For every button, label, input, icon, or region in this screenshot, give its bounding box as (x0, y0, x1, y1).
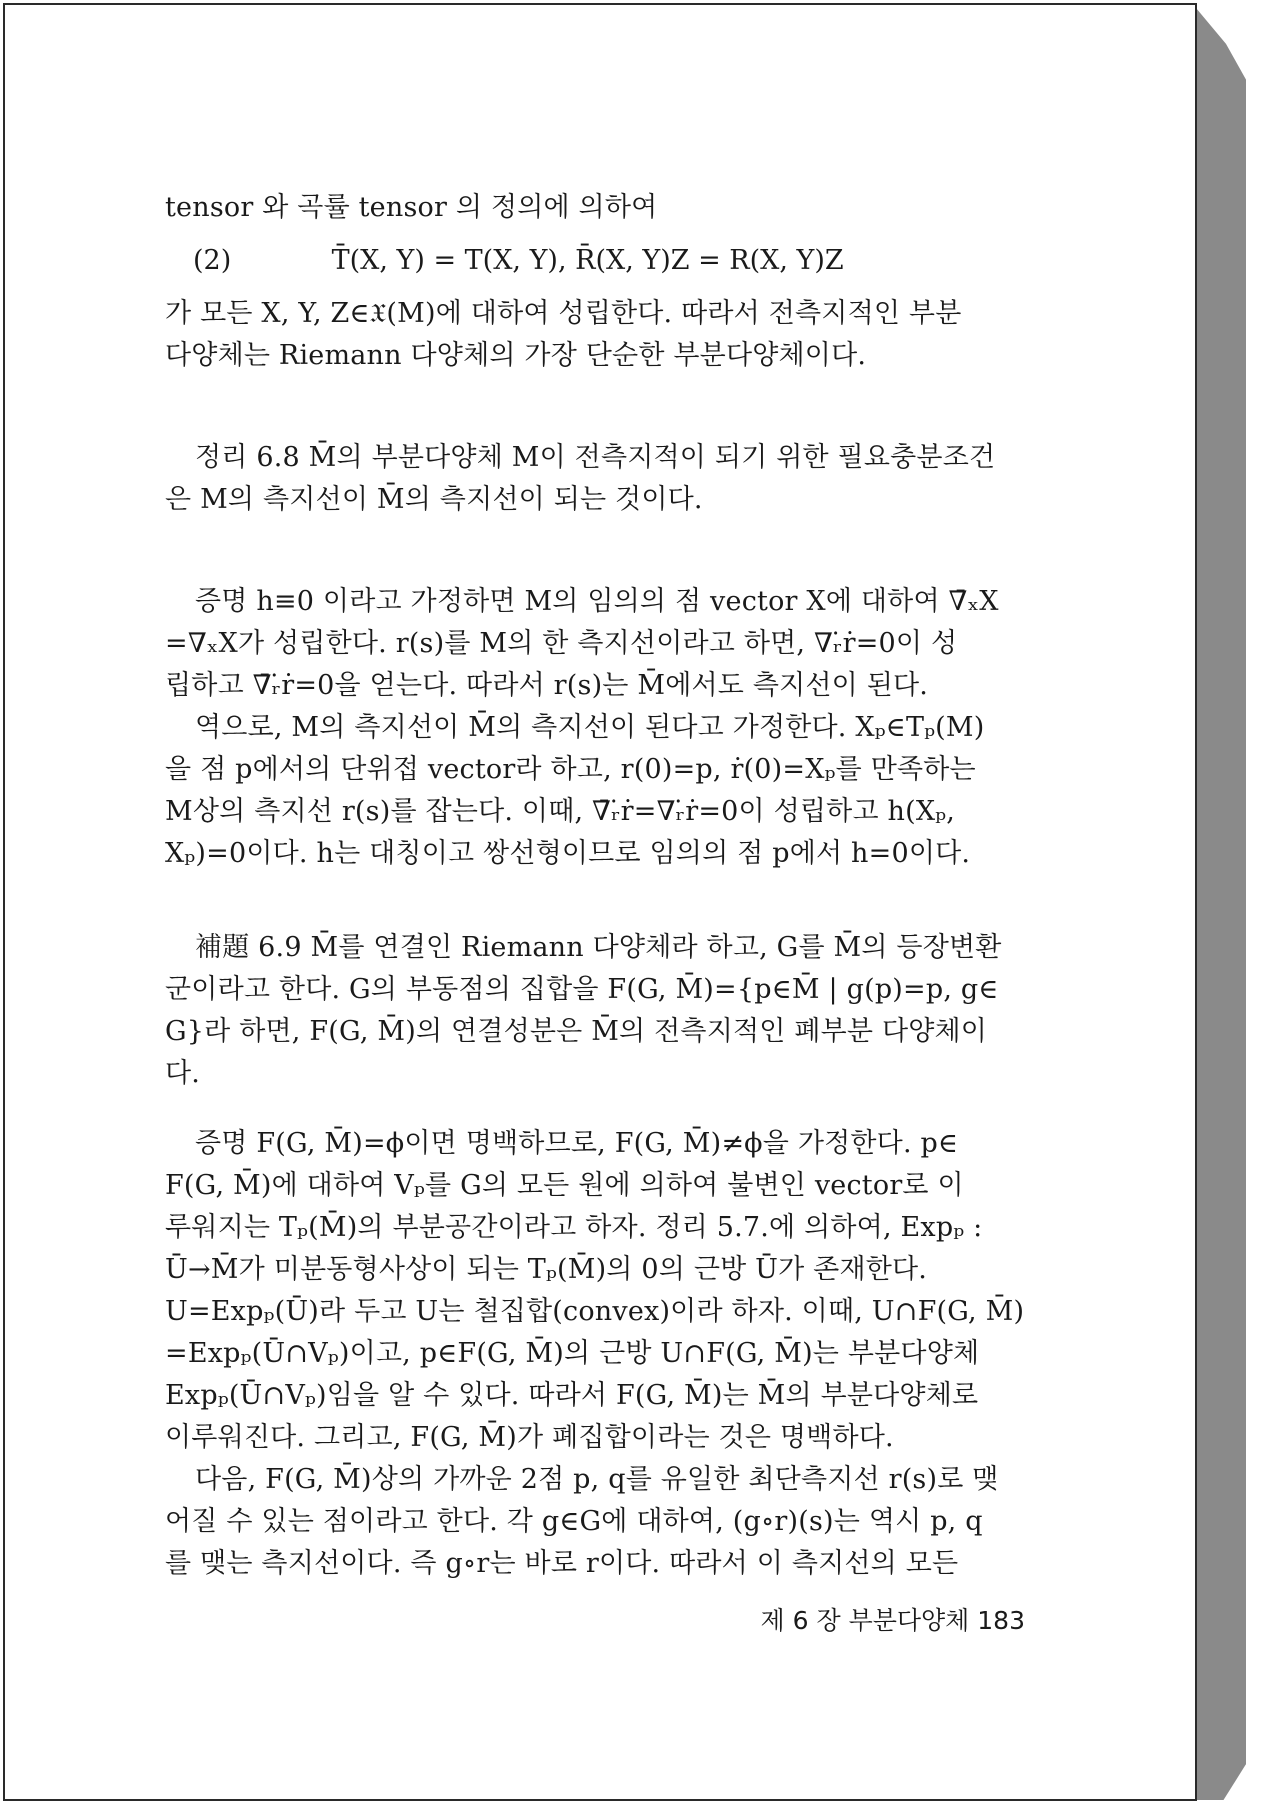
text-line: 증명 F(G, M̄)=ϕ이면 명백하므로, F(G, M̄)≠ϕ을 가정한다. p∈ (195, 1128, 959, 1159)
text-line: 군이라고 한다. G의 부동점의 집합을 F(G, M̄)={p∈M̄ | g(p)=p, g∈ (165, 974, 999, 1005)
text-line: 어질 수 있는 점이라고 한다. 각 g∈G에 대하여, (g∘r)(s)는 역시 p, q (165, 1506, 983, 1537)
text-line: Xₚ)=0이다. h는 대칭이고 쌍선형이므로 임의의 점 p에서 h=0이다. (165, 838, 971, 869)
page-body (165, 187, 1035, 1585)
equation-2 (165, 241, 1035, 281)
text-line: =Expₚ(Ū∩Vₚ)이고, p∈F(G, M̄)의 근방 U∩F(G, M̄)는 부분다양체 (165, 1338, 980, 1369)
equation-number: (2) (193, 245, 232, 276)
text-line: Ū→M̄가 미분동형사상이 되는 Tₚ(M̄)의 0의 근방 Ū가 존재한다. (165, 1254, 928, 1285)
text-line: M상의 측지선 r(s)를 잡는다. 이때, ∇̄ᵣ̇ṙ=∇ᵣ̇ṙ=0이 성립하고 h(Xₚ, (165, 796, 956, 827)
text-line: 을 점 p에서의 단위접 vector라 하고, r(0)=p, ṙ(0)=Xₚ를 만족하는 (165, 754, 976, 785)
text-line: U=Expₚ(Ū)라 두고 U는 철집합(convex)이라 하자. 이때, U∩F(G, M̄) (165, 1296, 1025, 1327)
text-line: Expₚ(Ū∩Vₚ)임을 알 수 있다. 따라서 F(G, M̄)는 M̄의 부분다양체로 (165, 1380, 979, 1411)
text-line: 가 모든 X, Y, Z∈𝔛(M)에 대하여 성립한다. 따라서 전측지적인 부분 (165, 298, 962, 329)
text-line: 루워지는 Tₚ(M̄)의 부분공간이라고 하자. 정리 5.7.에 의하여, Expₚ : (165, 1212, 983, 1243)
theorem-6-8 (165, 437, 1035, 521)
page-footer: 제 6 장 부분다양체 183 (760, 1606, 1025, 1635)
page-edge-shadow (1196, 8, 1246, 1800)
text-line: 補題 6.9 M̄를 연결인 Riemann 다양체라 하고, G를 M̄의 등장변환 (195, 932, 1002, 963)
proof-lemma-6-9 (165, 1123, 1035, 1585)
text-line: 다음, F(G, M̄)상의 가까운 2점 p, q를 유일한 최단측지선 r(s)로 맺 (195, 1464, 999, 1495)
text-line: G}라 하면, F(G, M̄)의 연결성분은 M̄의 전측지적인 폐부분 다양체이 (165, 1016, 988, 1047)
text-line: 증명 h≡0 이라고 가정하면 M의 임의의 점 vector X에 대하여 ∇̄ₓX (195, 586, 999, 617)
lemma-6-9 (165, 927, 1035, 1095)
text-line: 정리 6.8 M̄의 부분다양체 M이 전측지적이 되기 위한 필요충분조건 (195, 442, 996, 473)
text-line: F(G, M̄)에 대하여 Vₚ를 G의 모든 원에 의하여 불변인 vector로 이 (165, 1170, 964, 1201)
text-line: 이루워진다. 그리고, F(G, M̄)가 폐집합이라는 것은 명백하다. (165, 1422, 894, 1453)
text-line: 은 M의 측지선이 M̄의 측지선이 되는 것이다. (165, 484, 703, 515)
text-line: 를 맺는 측지선이다. 즉 g∘r는 바로 r이다. 따라서 이 측지선의 모든 (165, 1548, 959, 1579)
text-line: tensor 와 곡률 tensor 의 정의에 의하여 (165, 192, 658, 223)
text-line: 립하고 ∇̄ᵣ̇ṙ=0을 얻는다. 따라서 r(s)는 M̄에서도 측지선이 된다. (165, 670, 929, 701)
proof-theorem-6-8 (165, 581, 1035, 875)
text-line: 다. (165, 1058, 201, 1089)
text-line: 다양체는 Riemann 다양체의 가장 단순한 부분다양체이다. (165, 340, 867, 371)
equation-body: T̄(X, Y) = T(X, Y), R̄(X, Y)Z = R(X, Y)Z (331, 245, 844, 276)
text-line: 역으로, M의 측지선이 M̄의 측지선이 된다고 가정한다. Xₚ∈Tₚ(M) (195, 712, 985, 743)
book-page (3, 3, 1197, 1801)
text-line: =∇ₓX가 성립한다. r(s)를 M의 한 측지선이라고 하면, ∇ᵣ̇ṙ=0이 성 (165, 628, 958, 659)
